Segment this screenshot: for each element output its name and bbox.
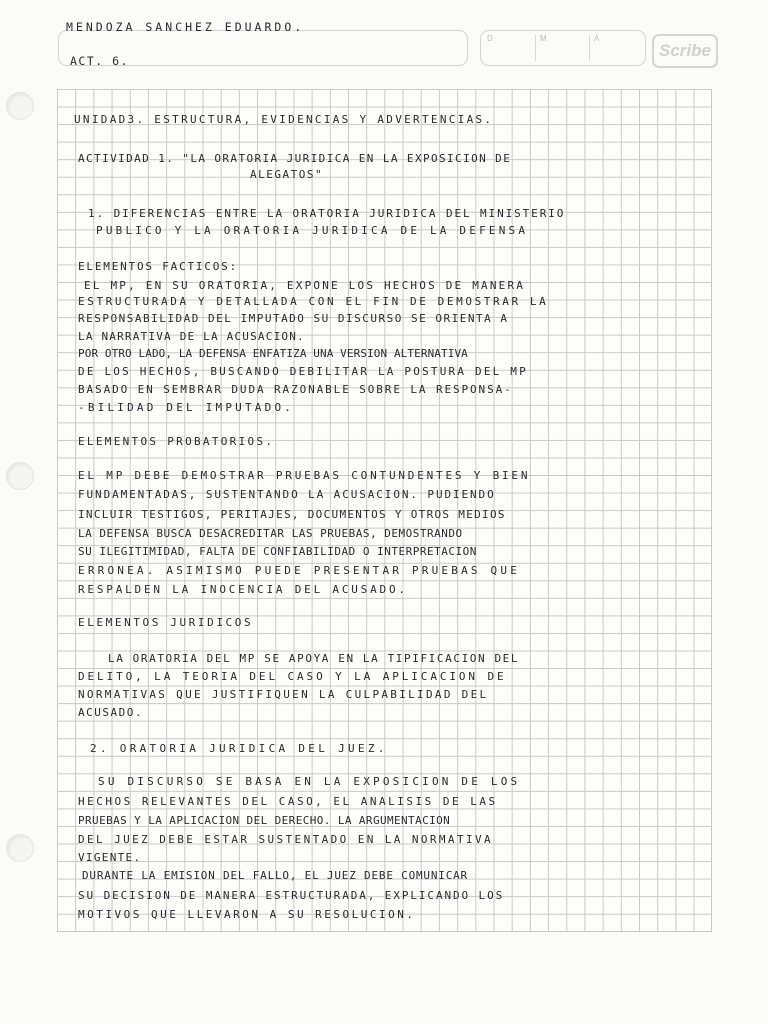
- evidence-line: EL MP DEBE DEMOSTRAR PRUEBAS CONTUNDENTES Y BIEN: [78, 469, 531, 482]
- binder-hole: [6, 92, 34, 120]
- binder-hole: [6, 834, 34, 862]
- binder-hole: [6, 462, 34, 490]
- judge-line: SU DECISION DE MANERA ESTRUCTURADA, EXPLICANDO LOS: [78, 889, 505, 902]
- activity-title-cont: ALEGATOS": [250, 168, 324, 181]
- evidence-line: LA DEFENSA BUSCA DESACREDITAR LAS PRUEBAS, DEMOSTRANDO: [78, 527, 463, 540]
- factual-line: BASADO EN SEMBRAR DUDA RAZONABLE SOBRE LA RESPONSA-: [78, 383, 513, 396]
- activity-label: ACT. 6.: [70, 54, 129, 68]
- date-day-label: D: [487, 34, 493, 43]
- section-1-title-cont: PUBLICO Y LA ORATORIA JURIDICA DE LA DEFENSA: [96, 224, 529, 237]
- legal-heading: ELEMENTOS JURIDICOS: [78, 616, 254, 629]
- evidence-line: RESPALDEN LA INOCENCIA DEL ACUSADO.: [78, 583, 408, 596]
- factual-line: DE LOS HECHOS, BUSCANDO DEBILITAR LA POSTURA DEL MP: [78, 365, 528, 378]
- judge-line: SU DISCURSO SE BASA EN LA EXPOSICION DE LOS: [98, 775, 521, 788]
- student-name: MENDOZA SANCHEZ EDUARDO.: [66, 20, 305, 34]
- evidence-line: SU ILEGITIMIDAD, FALTA DE CONFIABILIDAD O INTERPRETACION: [78, 545, 477, 558]
- judge-line: PRUEBAS Y LA APLICACION DEL DERECHO. LA ARGUMENTACION: [78, 814, 451, 827]
- factual-line: ESTRUCTURADA Y DETALLADA CON EL FIN DE DEMOSTRAR LA: [78, 295, 549, 308]
- unit-heading: UNIDAD3. ESTRUCTURA, EVIDENCIAS Y ADVERTENCIAS.: [74, 113, 494, 126]
- legal-line: NORMATIVAS QUE JUSTIFIQUEN LA CULPABILIDAD DEL: [78, 688, 489, 701]
- date-year-label: A: [594, 34, 600, 43]
- factual-line: EL MP, EN SU ORATORIA, EXPONE LOS HECHOS DE MANERA: [84, 279, 526, 292]
- factual-line: LA NARRATIVA DE LA ACUSACION.: [78, 330, 305, 343]
- evidence-line: INCLUIR TESTIGOS, PERITAJES, DOCUMENTOS Y OTROS MEDIOS: [78, 508, 506, 521]
- factual-line: -BILIDAD DEL IMPUTADO.: [78, 401, 295, 414]
- legal-line: ACUSADO.: [78, 706, 143, 719]
- evidence-line: FUNDAMENTADAS, SUSTENTANDO LA ACUSACION. PUDIENDO: [78, 488, 496, 501]
- judge-line: HECHOS RELEVANTES DEL CASO, EL ANALISIS DE LAS: [78, 795, 498, 808]
- judge-line: MOTIVOS QUE LLEVARON A SU RESOLUCION.: [78, 908, 416, 921]
- legal-line: LA ORATORIA DEL MP SE APOYA EN LA TIPIFICACION DEL: [108, 652, 520, 665]
- evidence-line: ERRONEA. ASIMISMO PUEDE PRESENTAR PRUEBAS QUE: [78, 564, 521, 577]
- judge-line: DURANTE LA EMISION DEL FALLO, EL JUEZ DEBE COMUNICAR: [82, 869, 468, 882]
- legal-line: DELITO, LA TEORIA DEL CASO Y LA APLICACION DE: [78, 670, 507, 683]
- evidence-heading: ELEMENTOS PROBATORIOS.: [78, 435, 275, 448]
- factual-line: POR OTRO LADO, LA DEFENSA ENFATIZA UNA VERSION ALTERNATIVA: [78, 347, 468, 360]
- activity-title: ACTIVIDAD 1. "LA ORATORIA JURIDICA EN LA EXPOSICION DE: [78, 152, 512, 165]
- date-month-label: M: [540, 34, 547, 43]
- section-1-title: 1. DIFERENCIAS ENTRE LA ORATORIA JURIDICA DEL MINISTERIO: [88, 207, 566, 220]
- section-2-title: 2. ORATORIA JURIDICA DEL JUEZ.: [90, 742, 388, 755]
- judge-line: DEL JUEZ DEBE ESTAR SUSTENTADO EN LA NORMATIVA: [78, 833, 494, 846]
- judge-line: VIGENTE.: [78, 851, 142, 864]
- factual-heading: ELEMENTOS FACTICOS:: [78, 260, 239, 273]
- brand-logo: Scribe: [652, 34, 718, 68]
- factual-line: RESPONSABILIDAD DEL IMPUTADO SU DISCURSO SE ORIENTA A: [78, 312, 509, 325]
- date-field-box: [480, 30, 646, 66]
